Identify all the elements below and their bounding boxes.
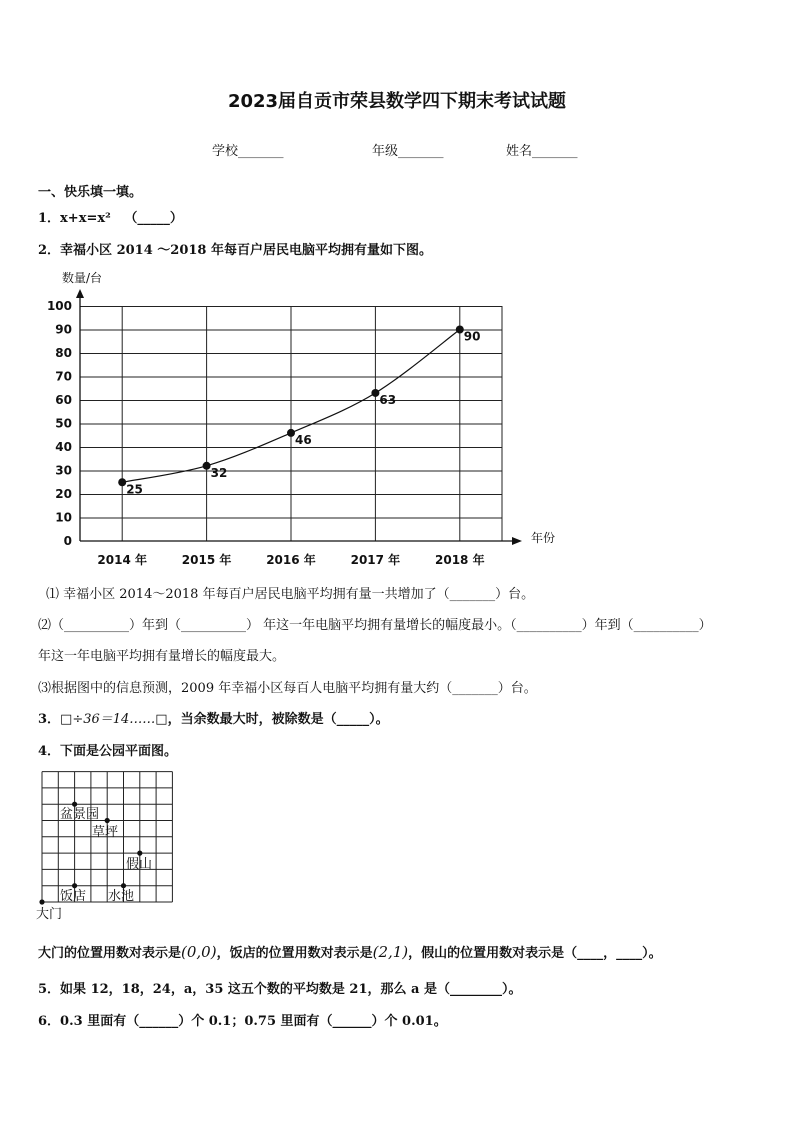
chart-grid (76, 289, 522, 545)
chart-data-label: 46 (295, 432, 312, 447)
chart-y-tick-label: 0 (63, 534, 72, 548)
q4-coord-restaurant: (2,1) (372, 943, 409, 961)
q2-sub2-line1: ⑵（__________）年到（__________） 年这一年电脑平均拥有量增长的幅度最小。（__________）年到（__________） (38, 618, 712, 633)
chart-labels (47, 270, 555, 567)
q1-number: 1． (38, 211, 61, 226)
chart-data-label: 32 (210, 465, 228, 480)
map-label-restaurant: 饭店 (60, 889, 87, 904)
grade-field (372, 140, 444, 159)
q5-number: 5． (38, 982, 61, 997)
map-label-lawn: 草坪 (92, 825, 119, 840)
q4-desc-a: 大门的位置用数对表示是 (38, 946, 182, 961)
map-label-bonsai-garden: 盆景园 (60, 807, 100, 822)
q6-text: 0.3 里面有（______）个 0.1；0.75 里面有（______）个 0.01。 (60, 1014, 447, 1029)
y-axis-arrow-icon (76, 289, 84, 298)
grade-blank: _______ (398, 144, 444, 159)
name-label: 姓名 (506, 144, 533, 159)
q2-number: 2． (38, 243, 61, 258)
chart-x-tick-label: 2015 年 (181, 553, 232, 567)
q2-sub1: ⑴ 幸福小区 2014～2018 年每百户居民电脑平均拥有量一共增加了（_______）台。 (46, 587, 535, 602)
chart-data-point (371, 389, 379, 397)
school-label: 学校 (212, 144, 239, 159)
chart-data-label: 90 (463, 329, 481, 344)
question-1 (38, 207, 183, 226)
q6-number: 6． (38, 1014, 61, 1029)
q4-question (38, 942, 662, 961)
q2-sub2-line2: 年这一年电脑平均拥有量增长的幅度最大。 (38, 649, 286, 664)
q3-number: 3． (38, 712, 61, 727)
chart-data-point (287, 429, 295, 437)
park-map (34, 766, 184, 922)
chart-data-label: 25 (126, 482, 143, 497)
q2-sub3: ⑶根据图中的信息预测，2009 年幸福小区每百人电脑平均拥有量大约（_______）台。 (38, 681, 537, 696)
page-title: 2023届自贡市荣县数学四下期末考试试题 (227, 91, 567, 112)
q5-text: 如果 12，18，24，a，35 这五个数的平均数是 21，那么 a 是（________）。 (60, 982, 522, 997)
map-point-gate (39, 899, 44, 904)
chart-x-tick-label: 2016 年 (266, 553, 316, 567)
chart-y-tick-label: 70 (55, 369, 72, 384)
chart-data-point (203, 462, 211, 470)
line-chart (30, 262, 570, 572)
map-label-gate: 大门 (36, 907, 63, 922)
q1-text: x+x=x² (60, 211, 111, 226)
map-label-pond: 水池 (108, 889, 135, 904)
map-label-rockery: 假山 (126, 857, 153, 872)
q2-text: 幸福小区 2014 ～2018 年每百户居民电脑平均拥有量如下图。 (60, 243, 432, 258)
question-2 (38, 239, 432, 258)
chart-y-tick-label: 90 (55, 322, 72, 337)
school-field (212, 140, 284, 159)
q3-text: ，当余数最大时，被除数是（_____）。 (167, 712, 389, 727)
section-heading: 一、快乐填一填。 (38, 185, 143, 200)
map-point-pond (121, 883, 126, 888)
map-point-rockery (137, 851, 142, 856)
chart-data-label: 63 (379, 392, 397, 407)
school-blank: _______ (238, 144, 284, 159)
chart-y-tick-label: 50 (55, 416, 72, 431)
q4-number: 4． (38, 744, 61, 759)
chart-x-tick-label: 2014 年 (97, 553, 147, 567)
q3-expression: □÷36＝14……□ (60, 712, 168, 727)
chart-data-point (456, 326, 464, 334)
q4-desc-c: ，假山的位置用数对表示是（____，____）。 (408, 946, 662, 961)
q1-answer-blank: （_____） (124, 211, 183, 226)
question-3 (38, 708, 389, 727)
chart-data-point (118, 478, 126, 486)
name-blank: _______ (532, 144, 578, 159)
question-4 (38, 740, 177, 759)
x-axis-arrow-icon (512, 537, 522, 545)
chart-y-tick-label: 100 (46, 299, 72, 313)
question-6 (38, 1010, 447, 1029)
q4-coord-gate: (0,0) (181, 943, 217, 961)
question-5 (38, 978, 521, 997)
chart-y-tick-label: 80 (55, 346, 72, 360)
chart-x-tick-label: 2018 年 (435, 553, 485, 567)
q4-desc-b: ，饭店的位置用数对表示是 (216, 946, 373, 961)
name-field (506, 140, 578, 159)
chart-x-axis-title: 年份 (531, 531, 556, 545)
chart-x-tick-label: 2017 年 (350, 553, 401, 567)
chart-y-tick-label: 20 (55, 487, 72, 501)
q4-text: 下面是公园平面图。 (60, 744, 178, 759)
map-point-restaurant (72, 883, 77, 888)
chart-y-tick-label: 40 (55, 440, 72, 454)
chart-y-tick-label: 10 (55, 510, 72, 525)
chart-y-tick-label: 30 (55, 463, 72, 478)
chart-y-tick-label: 60 (55, 393, 72, 407)
chart-y-axis-title: 数量/台 (62, 271, 103, 285)
grade-label: 年级 (372, 144, 399, 159)
map-point-lawn (105, 818, 110, 823)
